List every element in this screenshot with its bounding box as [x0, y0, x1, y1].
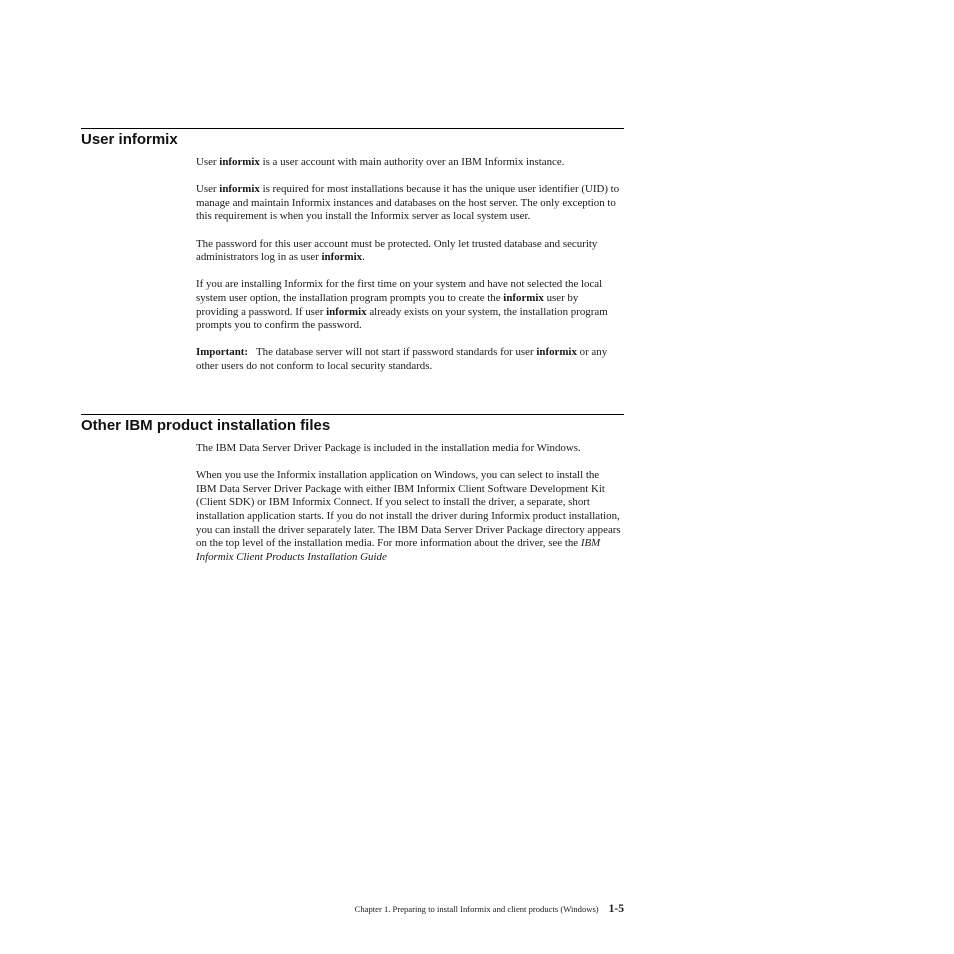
bold-term: informix [326, 305, 367, 318]
important-label: Important: [196, 346, 249, 359]
text: User [196, 156, 220, 168]
text: The password for this user account must be protected. Only let trusted database and security administrators log in as user [196, 237, 598, 264]
section-user-informix [81, 128, 624, 374]
bold-term: informix [503, 291, 544, 304]
text: If you are installing Informix for the first time on your system and have not selected the local system user option, the installation program prompts you to create the [196, 278, 603, 304]
section-body-other-ibm-files [196, 442, 621, 564]
bold-term: informix [219, 156, 260, 168]
text: is a user account with main authority over an IBM Informix instance. [259, 156, 565, 168]
page-number: 1-5 [608, 903, 624, 915]
text: The database server will not start if password standards for user [248, 346, 537, 359]
paragraph [196, 278, 621, 332]
text: user by providing a password. If user [196, 291, 579, 318]
paragraph [196, 183, 621, 224]
paragraph [196, 469, 621, 564]
paragraph [196, 238, 621, 265]
section-other-ibm-files [81, 414, 624, 564]
section-heading-user-informix: User informix [81, 131, 178, 148]
bold-term: informix [536, 346, 577, 359]
text: . [362, 251, 365, 264]
paragraph: The IBM Data Server Driver Package is included in the installation media for Windows. [196, 442, 581, 454]
section-heading-other-ibm-files: Other IBM product installation files [81, 417, 331, 434]
book-title: IBM Informix Client Products Installation Guide [196, 537, 601, 563]
chapter-title: Chapter 1. Preparing to install Informix and client products (Windows) [354, 904, 599, 914]
text: or any other users do not conform to local security standards. [196, 346, 608, 372]
important-note [196, 346, 621, 373]
paragraph [196, 156, 621, 170]
text: already exists on your system, the installation program prompts you to confirm the password. [196, 305, 608, 332]
bold-term: informix [219, 183, 260, 196]
page-footer [0, 903, 624, 915]
bold-term: informix [321, 251, 363, 264]
text: User [196, 183, 220, 196]
text: When you use the Informix installation application on Windows, you can select to install the IBM Data Server Driver Package with either IBM Informix Client Software Development Kit (Client SDK) or IBM Informix Connect. If you select to install the driver, a separate, short installation application starts. If you do not install the driver during Informix product installation, you can install the driver separately later. The IBM Data Server Driver Package directory appears on the top level of the installation media. For more information about the driver, see the [196, 469, 621, 550]
section-body-user-informix [196, 156, 621, 374]
text: is required for most installations because it has the unique user identifier (UID) to manage and maintain Informix instances and databases on the host server. The only exception to this requirement is when you install the Informix server as local system user. [196, 183, 620, 223]
